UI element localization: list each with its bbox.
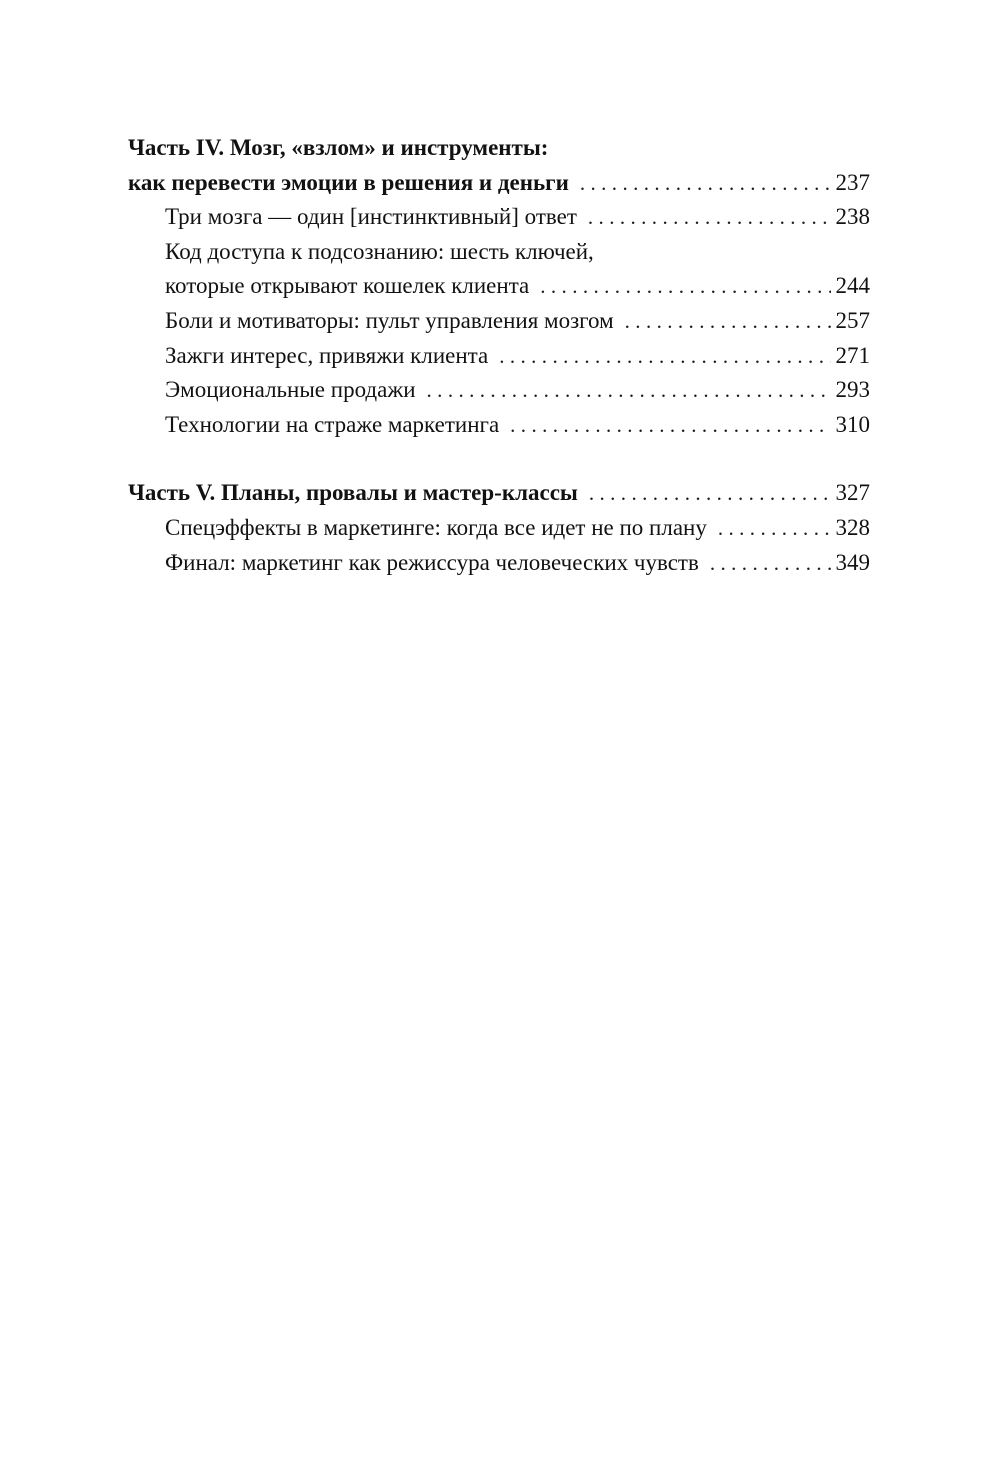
- page-number: 271: [835, 342, 870, 368]
- toc-entry-text: которые открывают кошелек клиента: [165, 273, 530, 299]
- toc-entry-text: Эмоциональные продажи: [165, 377, 416, 403]
- page-number: 257: [835, 307, 870, 333]
- page-number: 238: [835, 204, 870, 230]
- page-number: 244: [835, 273, 870, 299]
- dot-leader: [540, 269, 830, 304]
- toc-section-heading-text: Часть IV. Мозг, «взлом» и инструменты:: [128, 135, 549, 160]
- dot-leader: [718, 511, 831, 546]
- toc-entry-text: Зажги интерес, привяжи клиента: [165, 342, 489, 368]
- page-number: 349: [835, 549, 870, 575]
- dot-leader: [499, 339, 830, 374]
- page-number: 237: [835, 169, 870, 195]
- dot-leader: [510, 408, 830, 443]
- toc-section-heading-line: [128, 131, 870, 166]
- toc-entry-line: [128, 235, 870, 270]
- page-number: 310: [835, 411, 870, 437]
- toc-entry-text: Спецэффекты в маркетинге: когда все идет не по плану: [165, 514, 707, 540]
- dot-leader: [625, 304, 831, 339]
- toc-entry-line: [128, 304, 870, 339]
- page-number: 293: [835, 377, 870, 403]
- toc-entry-line: [128, 511, 870, 546]
- toc-entry-line: [128, 269, 870, 304]
- toc-entry-line: [128, 408, 870, 443]
- toc-section-heading-line: [128, 166, 870, 201]
- page-number: 327: [835, 480, 870, 506]
- page-number: 328: [835, 514, 870, 540]
- dot-leader: [710, 546, 831, 581]
- table-of-contents: [128, 131, 870, 580]
- toc-section: [128, 476, 870, 580]
- toc-entry-line: [128, 373, 870, 408]
- toc-entry-text: Боли и мотиваторы: пульт управления мозгом: [165, 307, 614, 333]
- dot-leader: [580, 166, 831, 201]
- toc-entry-line: [128, 339, 870, 374]
- toc-section: [128, 131, 870, 442]
- toc-section-heading-line: [128, 476, 870, 511]
- dot-leader: [589, 476, 831, 511]
- toc-entry-text: Технологии на страже маркетинга: [165, 411, 500, 437]
- toc-entry-line: [128, 200, 870, 235]
- dot-leader: [588, 200, 831, 235]
- toc-section-heading-text: как перевести эмоции в решения и деньги: [128, 169, 569, 195]
- dot-leader: [427, 373, 831, 408]
- toc-entry-text: Финал: маркетинг как режиссура человеческих чувств: [165, 549, 699, 575]
- toc-entry-text: Код доступа к подсознанию: шесть ключей,: [165, 238, 594, 264]
- toc-entry-text: Три мозга — один [инстинктивный] ответ: [165, 204, 577, 230]
- toc-entry-line: [128, 546, 870, 581]
- toc-section-heading-text: Часть V. Планы, провалы и мастер-классы: [128, 480, 578, 506]
